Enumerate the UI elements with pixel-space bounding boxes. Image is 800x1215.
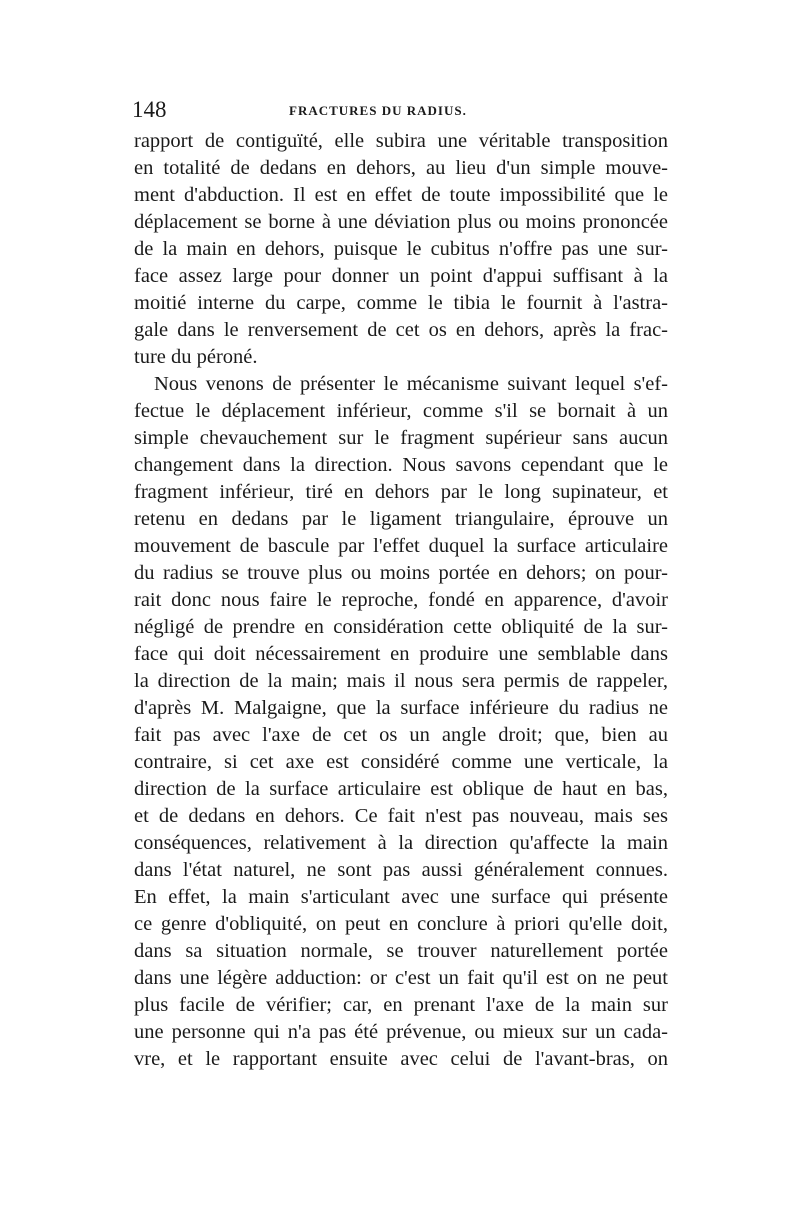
text-line: contraire, si cet axe est considéré comme une verticale, la [134, 751, 668, 773]
text-line: déplacement se borne à une déviation plus ou moins prononcée [134, 211, 668, 233]
text-line: mouvement de bascule par l'effet duquel la surface articulaire [134, 535, 668, 557]
text-line: d'après M. Malgaigne, que la surface inférieure du radius ne [134, 697, 668, 719]
page-number: 148 [132, 97, 167, 122]
text-line: ce genre d'obliquité, on peut en conclure à priori qu'elle doit, [134, 913, 668, 935]
text-line: fait pas avec l'axe de cet os un angle droit; que, bien au [134, 724, 668, 746]
text-line: ment d'abduction. Il est en effet de toute impossibilité que le [134, 184, 668, 206]
text-line: En effet, la main s'articulant avec une surface qui présente [134, 886, 668, 908]
text-line: conséquences, relativement à la direction qu'affecte la main [134, 832, 668, 854]
body-text [134, 128, 668, 1073]
text-line: rapport de contiguïté, elle subira une véritable transposition [134, 130, 668, 152]
text-line: changement dans la direction. Nous savons cependant que le [134, 454, 668, 476]
text-line: une personne qui n'a pas été prévenue, ou mieux sur un cada- [134, 1021, 668, 1043]
text-line: dans l'état naturel, ne sont pas aussi généralement connues. [134, 859, 668, 881]
text-line: rait donc nous faire le reproche, fondé en apparence, d'avoir [134, 589, 668, 611]
text-line: et de dedans en dehors. Ce fait n'est pas nouveau, mais ses [134, 805, 668, 827]
running-title: FRACTURES DU RADIUS. [289, 103, 467, 118]
text-line: dans sa situation normale, se trouver naturellement portée [134, 940, 668, 962]
text-line: ture du péroné. [134, 346, 258, 368]
text-line: Nous venons de présenter le mécanisme suivant lequel s'ef- [154, 373, 668, 395]
text-line: de la main en dehors, puisque le cubitus n'offre pas une sur- [134, 238, 668, 260]
text-line: en totalité de dedans en dehors, au lieu d'un simple mouve- [134, 157, 668, 179]
text-line: vre, et le rapportant ensuite avec celui de l'avant-bras, on [134, 1048, 668, 1070]
text-line: dans une légère adduction: or c'est un fait qu'il est on ne peut [134, 967, 668, 989]
text-line: retenu en dedans par le ligament triangulaire, éprouve un [134, 508, 668, 530]
text-line: la direction de la main; mais il nous sera permis de rappeler, [134, 670, 668, 692]
text-line: direction de la surface articulaire est oblique de haut en bas, [134, 778, 668, 800]
text-line: face assez large pour donner un point d'appui suffisant à la [134, 265, 668, 287]
text-line: simple chevauchement sur le fragment supérieur sans aucun [134, 427, 668, 449]
text-line: négligé de prendre en considération cette obliquité de la sur- [134, 616, 668, 638]
text-line: plus facile de vérifier; car, en prenant l'axe de la main sur [134, 994, 668, 1016]
text-line: gale dans le renversement de cet os en dehors, après la frac- [134, 319, 668, 341]
page-header [132, 97, 668, 127]
text-line: fectue le déplacement inférieur, comme s'il se bornait à un [134, 400, 668, 422]
text-line: moitié interne du carpe, comme le tibia le fournit à l'astra- [134, 292, 668, 314]
text-line: face qui doit nécessairement en produire une semblable dans [134, 643, 668, 665]
text-line: fragment inférieur, tiré en dehors par le long supinateur, et [134, 481, 668, 503]
text-line: du radius se trouve plus ou moins portée en dehors; on pour- [134, 562, 668, 584]
